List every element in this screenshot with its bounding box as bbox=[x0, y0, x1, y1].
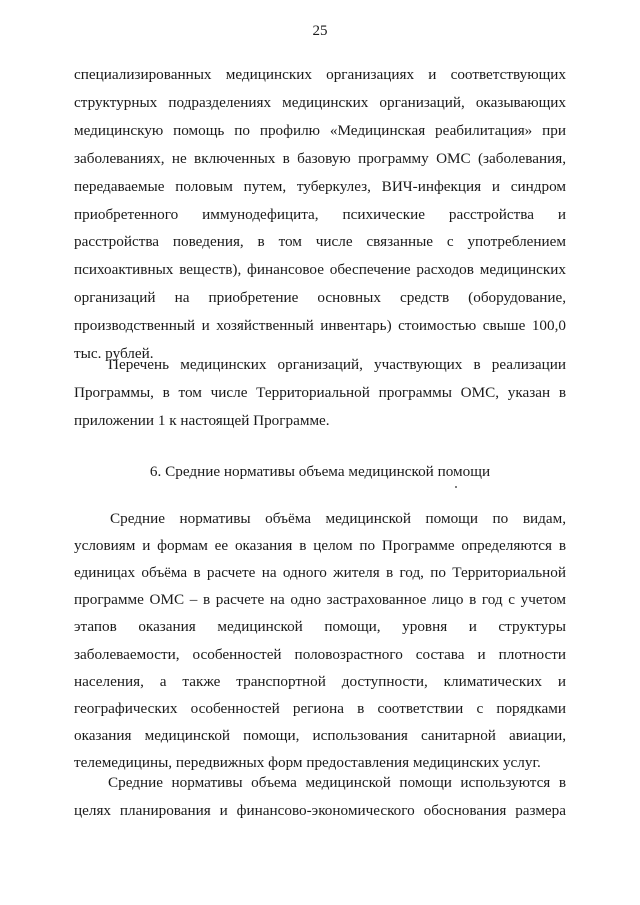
paragraph-1-line: передаваемые половым путем, туберкулез, ВИЧ-инфекция и синдром bbox=[74, 177, 566, 195]
paragraph-3-line: населения, а также транспортной доступности, климатических и bbox=[74, 672, 566, 690]
paragraph-1-line: структурных подразделениях медицинских организаций, оказывающих bbox=[74, 93, 566, 111]
page-number: 25 bbox=[312, 23, 328, 39]
paragraph-3-line: заболеваемости, особенностей половозрастного состава и плотности bbox=[74, 645, 566, 663]
paragraph-1-line: приобретенного иммунодефицита, психические расстройства и bbox=[74, 205, 566, 223]
paragraph-3-line: программе ОМС – в расчете на одно застрахованное лицо в год с учетом bbox=[74, 591, 566, 609]
paragraph-3-line: телемедицины, передвижных форм предоставления медицинских услуг. bbox=[74, 753, 541, 771]
paragraph-1-line: заболеваниях, не включенных в базовую программу ОМС (заболевания, bbox=[74, 149, 566, 167]
paragraph-1-line: медицинскую помощь по профилю «Медицинская реабилитация» при bbox=[74, 121, 566, 139]
paragraph-3-line: географических особенностей региона в соответствии с порядками bbox=[74, 699, 566, 717]
paragraph-2-line: Перечень медицинских организаций, участвующих в реализации bbox=[108, 356, 566, 373]
scan-speck bbox=[455, 486, 457, 488]
paragraph-1-line: тыс. рублей. bbox=[74, 345, 154, 362]
paragraph-3-line: единицах объёма в расчете на одного жителя в год, по Территориальной bbox=[74, 564, 566, 582]
paragraph-3-line: оказания медицинской помощи, использования санитарной авиации, bbox=[74, 726, 566, 744]
paragraph-1-line: организаций на приобретение основных средств (оборудование, bbox=[74, 289, 566, 307]
paragraph-4-line: Средние нормативы объема медицинской помощи используются в bbox=[108, 774, 566, 791]
section-heading: 6. Средние нормативы объема медицинской помощи bbox=[149, 463, 491, 480]
paragraph-3-line: этапов оказания медицинской помощи, уровня и структуры bbox=[74, 618, 566, 636]
paragraph-3-line: Средние нормативы объёма медицинской помощи по видам, bbox=[110, 510, 566, 527]
paragraph-2-line: Программы, в том числе Территориальной программы ОМС, указан в bbox=[74, 383, 566, 401]
paragraph-3-line: условиям и формам ее оказания в целом по Программе определяются в bbox=[74, 537, 566, 555]
paragraph-1-line: производственный и хозяйственный инвентарь) стоимостью свыше 100,0 bbox=[74, 317, 566, 335]
paragraph-4-line: целях планирования и финансово-экономического обоснования размера bbox=[74, 801, 566, 819]
paragraph-1-line: специализированных медицинских организациях и соответствующих bbox=[74, 66, 566, 83]
paragraph-1-line: психоактивных веществ), финансовое обеспечение расходов медицинских bbox=[74, 261, 566, 279]
paragraph-2-line: приложении 1 к настоящей Программе. bbox=[74, 411, 330, 429]
paragraph-1-line: расстройства поведения, в том числе связанные с употреблением bbox=[74, 233, 566, 251]
